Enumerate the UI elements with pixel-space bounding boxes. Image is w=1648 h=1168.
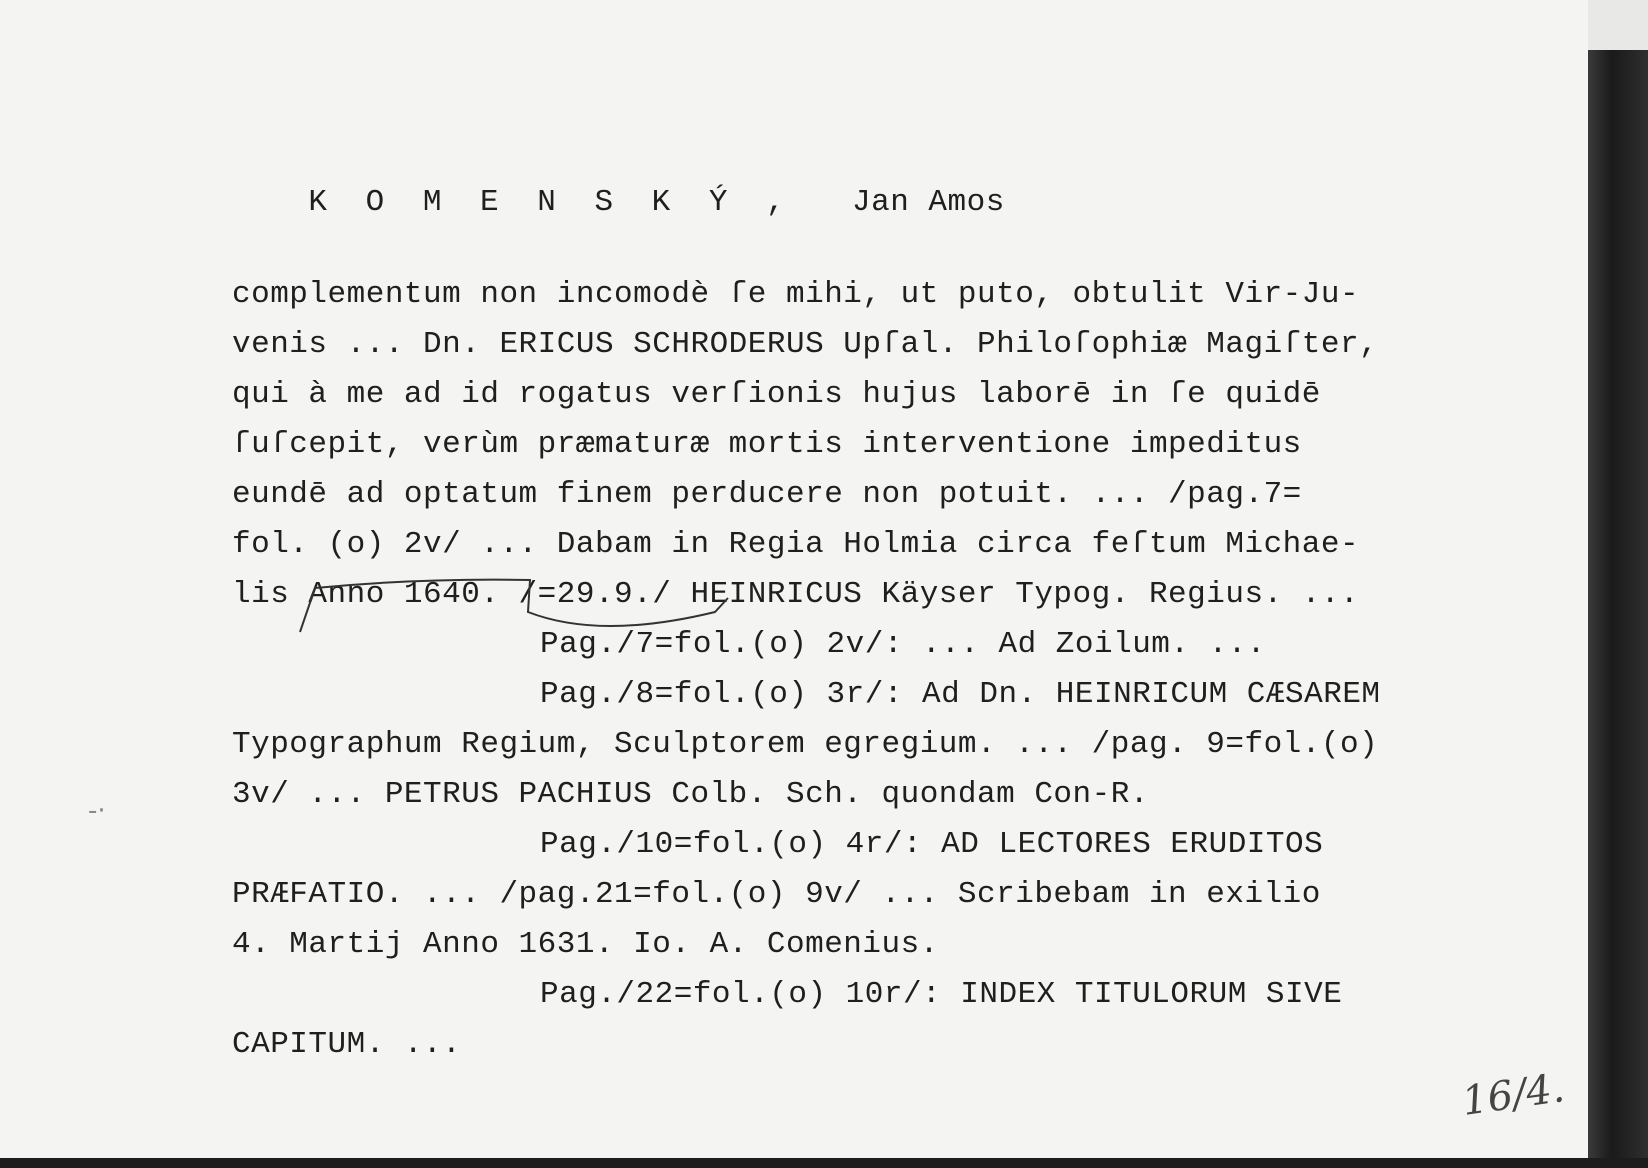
card-text-line: Typographum Regium, Sculptorem egregium. ... /pag. 9=fol.(o) [232, 727, 1379, 762]
card-text-line: 3v/ ... PETRUS PACHIUS Colb. Sch. quondam Con-R. [232, 777, 1149, 812]
scan-edge-right [1588, 0, 1648, 1168]
card-text-line: Pag./22=fol.(o) 10r/: INDEX TITULORUM SIVE [540, 977, 1343, 1012]
card-text-line: 4. Martij Anno 1631. Io. A. Comenius. [232, 927, 939, 962]
author-surname: K O M E N S K Ý , [308, 185, 795, 220]
scan-edge-bottom [0, 1158, 1648, 1168]
card-text-line: ſuſcepit, verùm præmaturæ mortis interventione impeditus [232, 427, 1302, 462]
card-text-line: Pag./8=fol.(o) 3r/: Ad Dn. HEINRICUM CÆSAREM [540, 677, 1381, 712]
scan-edge-top [1588, 0, 1648, 50]
card-text-line: Pag./10=fol.(o) 4r/: AD LECTORES ERUDITOS [540, 827, 1324, 862]
margin-mark: -· [88, 796, 106, 826]
author-given-name: Jan Amos [852, 185, 1005, 220]
card-text-line: eundē ad optatum finem perducere non potuit. ... /pag.7= [232, 477, 1302, 512]
card-text-line: qui à me ad id rogatus verſionis hujus laborē in ſe quidē [232, 377, 1321, 412]
card-text-line: PRÆFATIO. ... /pag.21=fol.(o) 9v/ ... Scribebam in exilio [232, 877, 1321, 912]
card-text-line: fol. (o) 2v/ ... Dabam in Regia Holmia circa feſtum Michae- [232, 527, 1360, 562]
folio-mark: 16/4. [1459, 1065, 1568, 1125]
card-text-line: CAPITUM. ... [232, 1027, 462, 1062]
card-text-line: Pag./7=fol.(o) 2v/: ... Ad Zoilum. ... [540, 627, 1266, 662]
card-heading [232, 128, 1005, 278]
card-text-line: lis Anno 1640. /=29.9./ HEINRICUS Käyser Typog. Regius. ... [232, 577, 1360, 612]
card-text-line: complementum non incomodè ſe mihi, ut puto, obtulit Vir-Ju- [232, 277, 1360, 312]
card-text-line: venis ... Dn. ERICUS SCHRODERUS Upſal. Philoſophiæ Magiſter, [232, 327, 1379, 362]
